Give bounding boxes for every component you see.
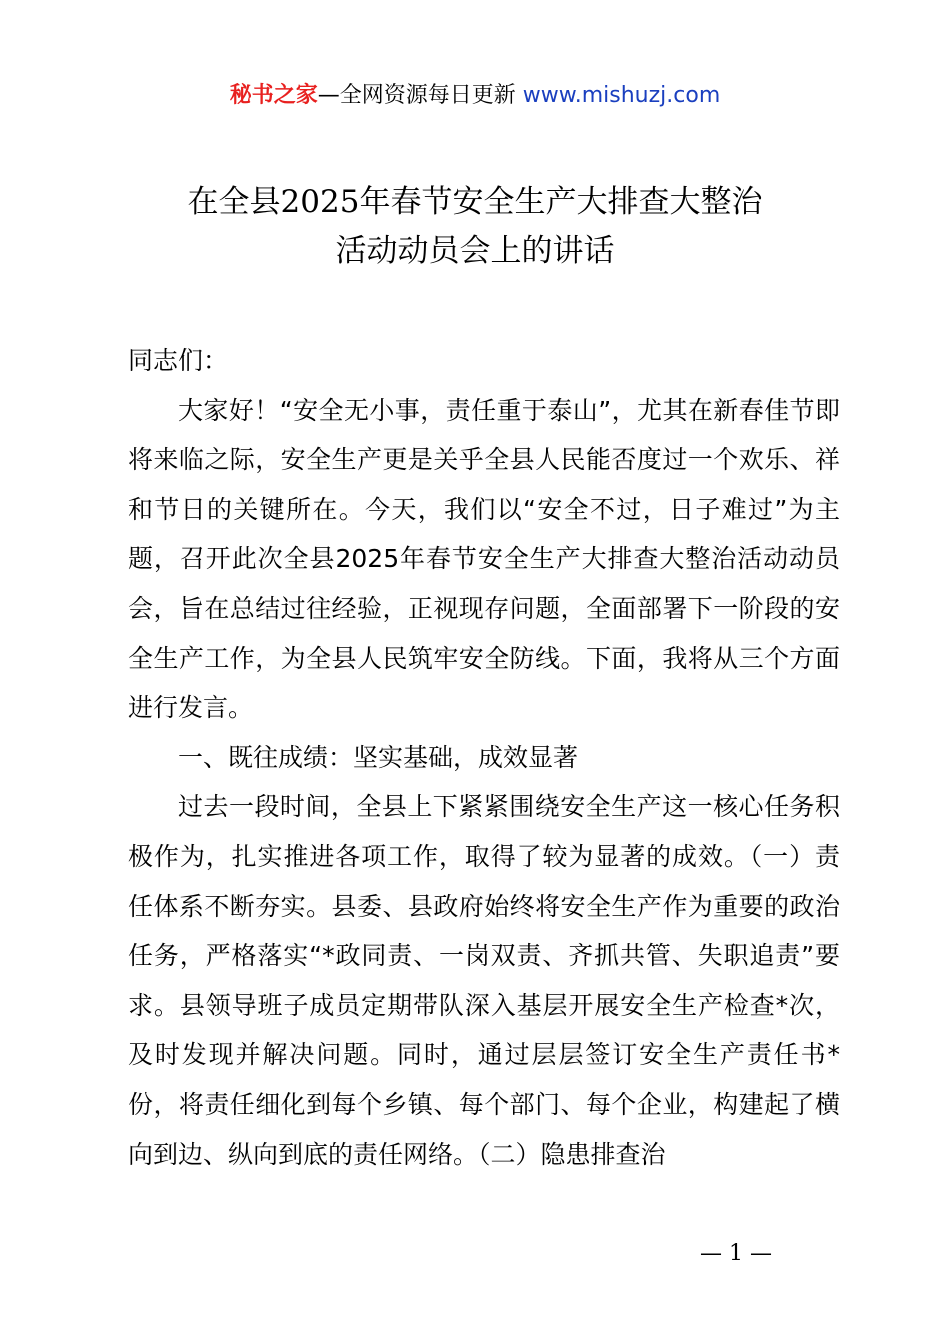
site-header [0,80,950,112]
salutation: 同志们： [128,346,229,375]
paragraph-intro: 大家好！“安全无小事，责任重于泰山”，尤其在新春佳节即将来临之际，安全生产更是关乎全县人民能否度过一个欢乐、祥和节日的关键所在。今天，我们以“安全不过，日子难过”为主题，召开此次全县2025年春节安全生产大排查大整治活动动员会，旨在总结过往经验，正视现存问题，全面部署下一阶段的安全生产工作，为全县人民筑牢安全防线。下面，我将从三个方面进行发言。 [128,395,840,723]
page-number: — 1 — [700,1241,772,1266]
brand-name: 秘书之家 [229,83,318,108]
title-line-2: 活动动员会上的讲话 [335,233,615,269]
document-title [0,178,950,276]
section-heading-1: 一、既往成绩：坚实基础，成效显著 [178,742,579,772]
header-tagline: —全网资源每日更新 [317,83,516,108]
site-url-link[interactable]: www.mishuzj.com [522,83,721,108]
paragraph-achievements: 过去一段时间，全县上下紧紧围绕安全生产这一核心任务积极作为，扎实推进各项工作，取得了较为显著的成效。（一）责任体系不断夯实。县委、县政府始终将安全生产作为重要的政治任务，严格落实“*政同责、一岗双责、齐抓共管、失职追责”要求。县领导班子成员定期带队深入基层开展安全生产检查*次，及时发现并解决问题。同时，通过层层签订安全生产责任书*份，将责任细化到每个乡镇、每个部门、每个企业，构建起了横向到边、纵向到底的责任网络。（二）隐患排查治 [128,792,840,1169]
document-body [128,336,840,1179]
title-line-1: 在全县2025年春节安全生产大排查大整治 [187,184,763,220]
